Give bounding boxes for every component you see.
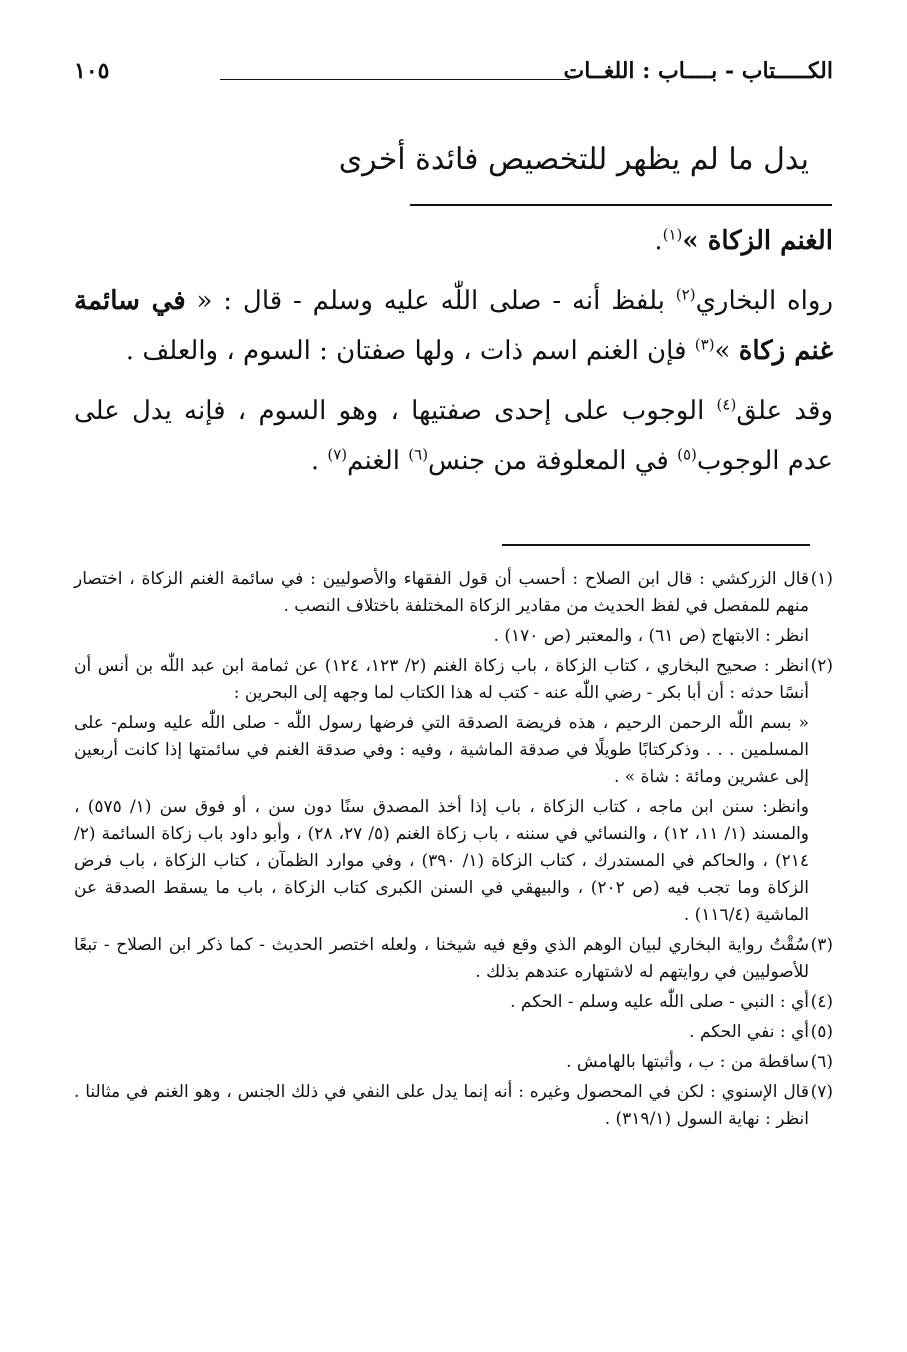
hadith-quote: في سائمة غنم زكاة	[74, 286, 833, 366]
text-run: الوجوب على إحدى صفتيها ، وهو السوم ، فإنه يدل على عدم الوجوب	[74, 396, 833, 476]
footnote-text: انظر : صحيح البخاري ، كتاب الزكاة ، باب زكاة الغنم (٢/ ١٢٣، ١٢٤) عن ثمامة ابن عبد اللّٰه بن أنس أن أنسًا حدثه : أن أبا بكر - رضي اللّٰه عنه - كتب له هذا الكتاب لما وجهه إلى البحرين :	[74, 656, 809, 703]
text-run: في المعلوفة من جنس	[428, 446, 678, 476]
footnote-4	[74, 989, 833, 1016]
footnote-text: أي : النبي - صلى اللّٰه عليه وسلم - الحكم .	[510, 992, 809, 1012]
footnote-2	[74, 653, 833, 707]
running-title: الكـــــتاب - بــــاب : اللغــات	[563, 58, 833, 84]
footnote-text: سُقْتُ رواية البخاري لبيان الوهم الذي وقع فيه شيخنا ، ولعله اختصر الحديث - كما ذكر ابن الصلاح - تبعًا للأصوليين في روايتهم له لاشتهاره عندهم بذلك .	[74, 935, 809, 982]
footnote-number: (٢)	[810, 656, 833, 676]
text-run: فإن الغنم اسم ذات ، ولها صفتان : السوم ، والعلف .	[125, 336, 695, 366]
footnote-number: (٣)	[810, 935, 833, 955]
footnote-number: (٥)	[810, 1022, 833, 1042]
main-paragraph-3	[74, 386, 833, 486]
text-run: .	[310, 446, 328, 476]
footnote-ref-6: (٦)	[408, 445, 429, 464]
footnote-1	[74, 566, 833, 620]
footnote-2-more-references: وانظر: سنن ابن ماجه ، كتاب الزكاة ، باب إذا أخذ المصدق سنًا دون سن ، أو فوق سن (١/ ٥٧٥) ، والمسند (١/ ١١، ١٢) ، والنسائي في سننه ، باب زكاة الغنم (٥/ ٢٧، ٢٨) ، وأبو داود باب زكاة السائمة (٢/ ٢١٤) ، والحاكم في المستدرك ، كتاب الزكاة (١/ ٣٩٠) ، وفي موارد الظمآن ، كتاب الزكاة ، باب فرض الزكاة وما تجب فيه (ص ٢٠٢) ، والبيهقي في السنن الكبرى كتاب الزكاة ، باب ما يسقط الصدقة عن الماشية (١١٦/٤) .	[74, 797, 810, 925]
footnote-number: (٤)	[810, 992, 833, 1012]
main-paragraph-1	[74, 216, 833, 266]
footnote-2-quote: « بسم اللّٰه الرحمن الرحيم ، هذه فريضة الصدقة التي فرضها رسول اللّٰه - صلى اللّٰه عليه وسلم- على المسلمين . . . وذكركتابًا طويلًا في صدقة الماشية ، وفيه : وفي صدقة الغنم في سائمتها إذا كانت أربعين إلى عشرين ومائة : شاة » .	[74, 713, 809, 787]
footnote-number: (٦)	[810, 1052, 833, 1072]
footnote-7	[74, 1079, 833, 1133]
text-run: الغنم	[347, 446, 409, 476]
page-number: ١٠٥	[74, 58, 110, 84]
page-header	[74, 58, 833, 94]
text-run: رواه البخاري	[695, 286, 834, 316]
footnote-text: ساقطة من : ب ، وأثبتها بالهامش .	[566, 1052, 809, 1072]
footnote-text: قال الزركشي : قال ابن الصلاح : أحسب أن قول الفقهاء والأصوليين : في سائمة الغنم الزكاة ، اختصار منهم للمفصل في لفظ الحديث من مقادير الزكاة المختلفة باختلاف النصب .	[74, 569, 809, 616]
footnote-number: (٧)	[810, 1082, 833, 1102]
footnote-ref-1: (١)	[662, 225, 683, 244]
footnote-3	[74, 932, 833, 986]
footnote-separator	[502, 544, 810, 546]
main-paragraph-2	[74, 276, 833, 376]
footnote-ref-4: (٤)	[716, 395, 737, 414]
footnote-number: (١)	[810, 569, 833, 589]
footnote-1-reference: انظر : الابتهاج (ص ٦١) ، والمعتبر (ص ١٧٠) .	[493, 626, 809, 646]
text-run: »	[714, 336, 739, 366]
footnote-ref-5: (٥)	[677, 445, 697, 464]
footnote-text: أي : نفي الحكم .	[689, 1022, 809, 1042]
quoted-text-line: يدل ما لم يظهر للتخصيص فائدة أخرى	[338, 142, 809, 177]
footnote-ref-7: (٧)	[327, 445, 348, 464]
hadith-end: الغنم الزكاة »	[682, 226, 833, 256]
text-run: وقد علق	[736, 396, 834, 426]
quote-rule	[410, 204, 832, 206]
footnote-ref-3: (٣)	[694, 335, 715, 354]
footnotes	[74, 566, 833, 1136]
main-text	[74, 216, 833, 486]
footnote-5	[74, 1019, 833, 1046]
footnote-6	[74, 1049, 833, 1076]
period: .	[654, 226, 663, 256]
footnote-ref-2: (٢)	[675, 285, 696, 304]
text-run: بلفظ أنه - صلى اللّٰه عليه وسلم - قال : «	[185, 286, 676, 316]
header-rule	[220, 79, 570, 80]
footnote-text: قال الإسنوي : لكن في المحصول وغيره : أنه إنما يدل على النفي في ذلك الجنس ، وهو الغنم في مثالنا . انظر : نهاية السول (٣١٩/١) .	[74, 1082, 809, 1129]
